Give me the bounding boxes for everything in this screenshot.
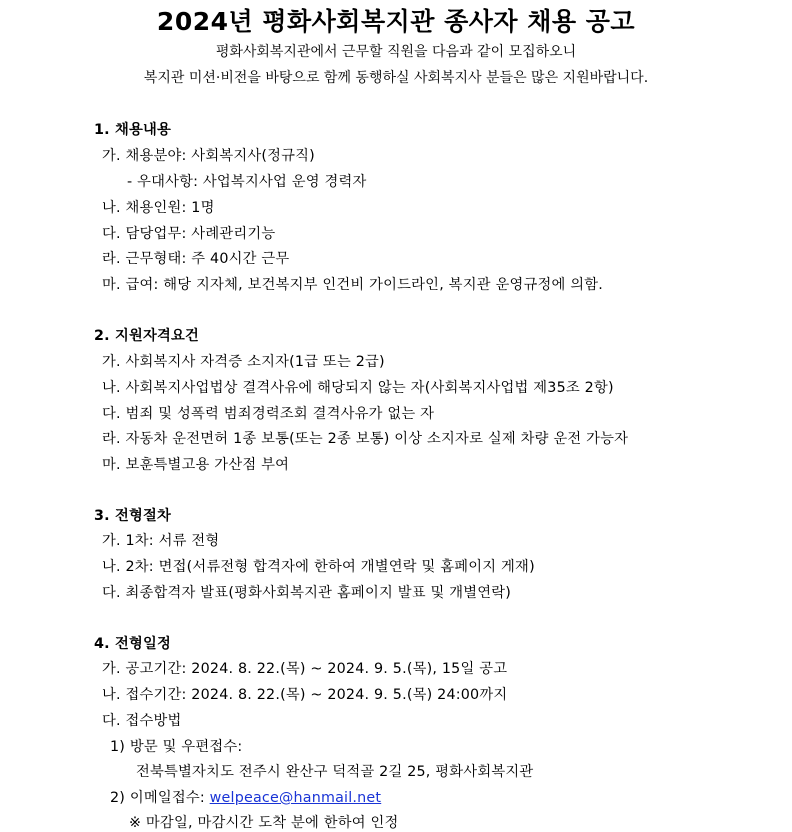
list-item: 마. 보훈특별고용 가산점 부여 — [102, 457, 290, 473]
list-item: ※ 마감일, 마감시간 도착 분에 한하여 인정 — [129, 815, 399, 831]
intro-line-1: 평화사회복지관에서 근무할 직원을 다음과 같이 모집하오니 — [215, 44, 577, 60]
list-item: 마. 급여: 해당 지자체, 보건복지부 인건비 가이드라인, 복지관 운영규정에 의함. — [102, 277, 604, 293]
list-item: 가. 채용분야: 사회복지사(정규직) — [102, 148, 315, 164]
list-item: 1) 방문 및 우편접수: — [110, 739, 243, 755]
list-item: 가. 공고기간: 2024. 8. 22.(목) ~ 2024. 9. 5.(목), 15일 공고 — [102, 661, 508, 677]
list-item: 다. 담당업무: 사례관리기능 — [102, 226, 276, 242]
list-item: 나. 2차: 면접(서류전형 합격자에 한하여 개별연락 및 홈페이지 게재) — [102, 559, 535, 575]
section-heading-recruitment: 1. 채용내용 — [94, 122, 171, 138]
intro-line-2: 복지관 미션·비전을 바탕으로 함께 동행하실 사회복지사 분들은 많은 지원바랍니다. — [143, 70, 649, 86]
list-item: - 우대사항: 사업복지사업 운영 경력자 — [127, 174, 367, 190]
section-heading-procedure: 3. 전형절차 — [94, 508, 171, 524]
list-item: 나. 접수기간: 2024. 8. 22.(목) ~ 2024. 9. 5.(목) 24:00까지 — [102, 687, 508, 703]
list-item: 가. 1차: 서류 전형 — [102, 533, 220, 549]
list-item: 라. 자동차 운전면허 1종 보통(또는 2종 보통) 이상 소지자로 실제 차량 운전 가능자 — [102, 431, 629, 447]
list-item: 다. 접수방법 — [102, 713, 182, 729]
list-item: 다. 범죄 및 성폭력 범죄경력조회 결격사유가 없는 자 — [102, 406, 435, 422]
email-submission-line — [110, 787, 381, 807]
list-item: 전북특별자치도 전주시 완산구 덕적골 2길 25, 평화사회복지관 — [136, 764, 534, 780]
list-item: 나. 채용인원: 1명 — [102, 200, 215, 216]
list-item: 나. 사회복지사업법상 결격사유에 해당되지 않는 자(사회복지사업법 제35조 2항) — [102, 380, 614, 396]
section-heading-qualifications: 2. 지원자격요건 — [94, 328, 200, 344]
list-item: 다. 최종합격자 발표(평화사회복지관 홈페이지 발표 및 개별연락) — [102, 585, 512, 601]
list-item: 라. 근무형태: 주 40시간 근무 — [102, 251, 290, 267]
notice-title: 2024년 평화사회복지관 종사자 채용 공고 — [156, 7, 636, 36]
email-link[interactable]: welpeace@hanmail.net — [209, 790, 382, 806]
list-item: 가. 사회복지사 자격증 소지자(1급 또는 2급) — [102, 354, 385, 370]
email-label: 2) 이메일접수: — [110, 790, 210, 806]
section-heading-schedule: 4. 전형일정 — [94, 636, 171, 652]
